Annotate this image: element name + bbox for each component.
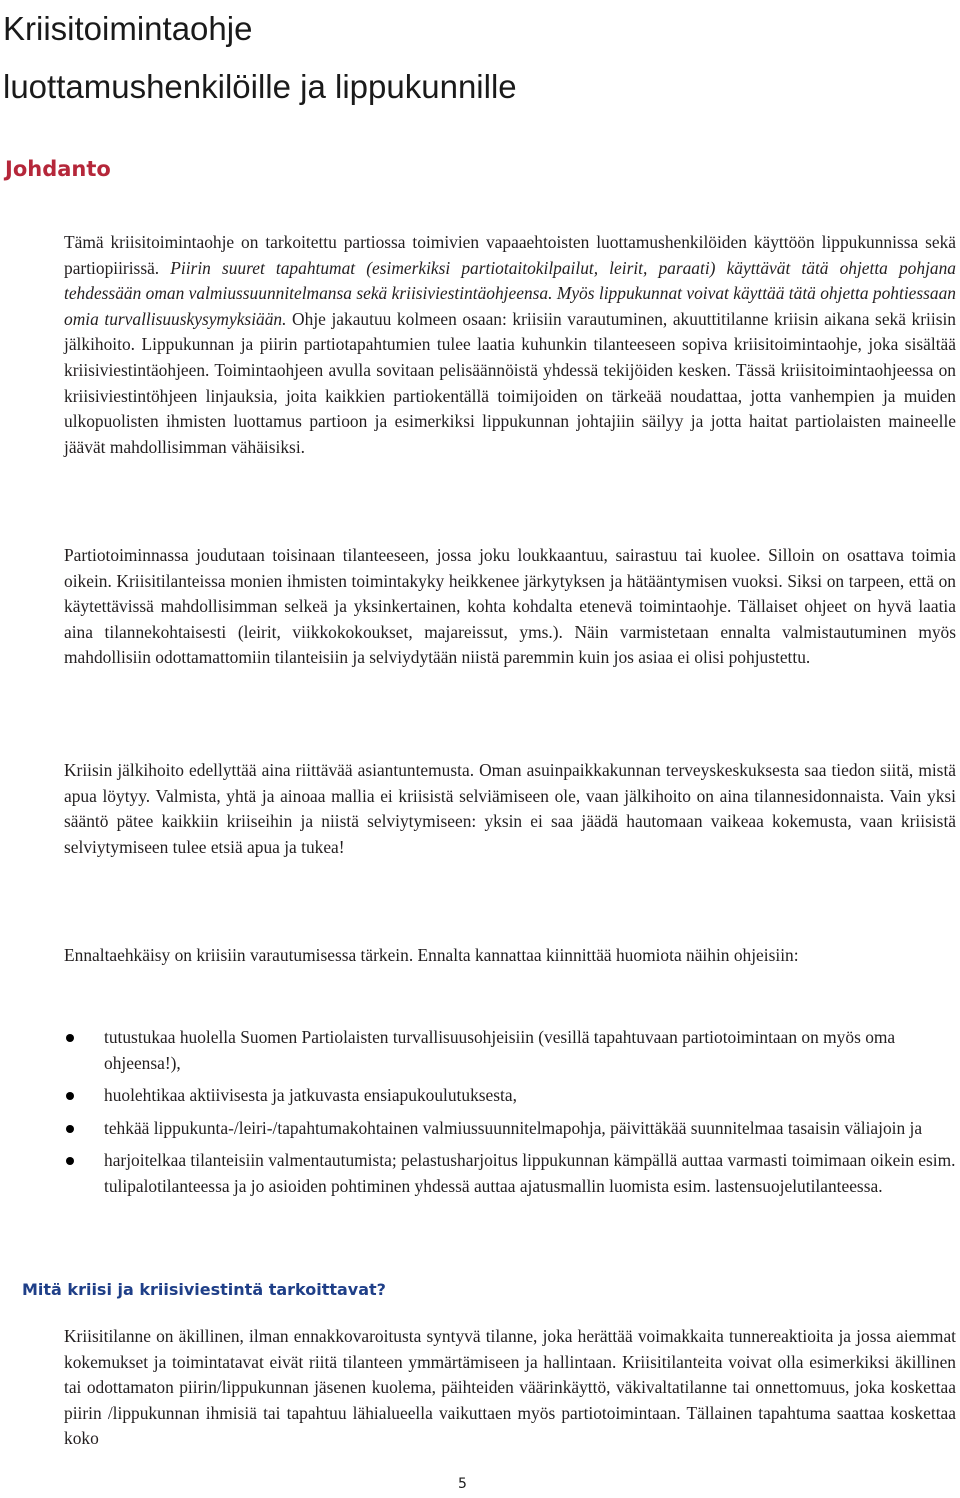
paragraph-5: Kriisitilanne on äkillinen, ilman ennakkovaroitusta syntyvä tilanne, joka herättää voimakkaita tunnereaktioita ja jossa aiemmat kokemukset ja toimintatavat eivät riitä tilanteen ymmärtämiseen ja hallintaan. Kriisitilanteita voivat olla esimerkiksi äkillinen tai odottamaton piirin/lippukunnan jäsenen kuolema, päihteiden väärinkäyttö, väkivaltatilanne tai onnettomuus, joka koskettaa piirin /lippukunnan ihmisiä tai tapahtuu lähialueella vaikuttaen myös partiotoimintaan. Tällainen tapahtuma saattaa koskettaa koko bbox=[64, 1326, 956, 1449]
bullet-icon bbox=[66, 1125, 74, 1133]
page-number: 5 bbox=[458, 1476, 467, 1492]
document-title bbox=[3, 0, 943, 116]
intro-text-italic: Piirin suuret tapahtumat (esimerkiksi partiotaitokilpailut, leirit, paraati) käyttävät tätä ohjetta pohjana tehdessään oman valmiussuunnitelmansa sekä kriisiviestintäohjeensa. Myös lippukunnat voivat käyttää tätä ohjetta pohtiessaan omia turvallisuuskysymyksiään. bbox=[64, 257, 956, 329]
bullet-icon bbox=[66, 1034, 74, 1042]
list-item-text: tutustukaa huolella Suomen Partiolaisten turvallisuusohjeisiin (vesillä tapahtuvaan partiotoimintaan on myös oma ohjeensa!), bbox=[104, 1027, 896, 1073]
intro-text-start: Tämä kriisitoimintaohje on tarkoitettu partiossa toimivien vapaaehtoisten luottamushenkilöiden käyttöön lippukunnissa sekä partiopiirissä. bbox=[64, 232, 956, 278]
title-line-2: luottamushenkilöille ja lippukunnille bbox=[3, 68, 517, 105]
paragraph-2: Partiotoiminnassa joudutaan toisinaan tilanteeseen, jossa joku loukkaantuu, sairastuu tai kuolee. Silloin on osattava toimia oikein. Kriisitilanteissa monien ihmisten toimintakyky heikkenee järkytyksen ja hätääntymisen vuoksi. Siksi on tarpeen, että on käytettävissä mahdollisimman selkeä ja yksinkertainen, kohta kohdalta etenevä toimintaohje. Tällaiset ohjeet on hyvä laatia aina tilannekohtaisesti (leirit, viikkokokoukset, majareissut, yms.). Näin varmistetaan ennalta valmistautuminen myös mahdollisiin odottamattomiin tilanteisiin ja selviydytään niistä paremmin kuin jos asiaa ei olisi pohjustettu. bbox=[64, 545, 956, 668]
list-item-text: harjoitelkaa tilanteisiin valmentautumista; pelastusharjoitus lippukunnan kämpällä auttaa varmasti toimimaan oikein esim. tulipalotilanteessa ja jo asioiden pohtiminen yhdessä auttaa ajatusmallin luomista esim. lastensuojelutilanteessa. bbox=[104, 1150, 956, 1196]
bullet-icon bbox=[66, 1092, 74, 1100]
intro-text-rest: Ohje jakautuu kolmeen osaan: kriisiin varautuminen, akuuttitilanne kriisin aikana sekä kriisin jälkihoito. Lippukunnan ja piirin partiotapahtumien tulee laatia kuhunkin tilanteeseen sopiva kriisitoimintaohje, joka sisältää kriisiviestintäohjeen. Toimintaohjeen avulla sovitaan pelisäännöistä yhdessä tekijöiden kesken. Tässä kriisitoimintaohjeessa on kriisiviestintöhjeen linjauksia, joita kaikkien partiokentällä toimijoiden on tärkeää noudattaa, jotta vanhempien ja muiden ulkopuolisten ihmisten luottamus partioon ja esimerkiksi lippukunnan johtajiin säilyy ja jotta haitat partiolaisten maineelle jäävät mahdollisimman vähäisiksi. bbox=[64, 308, 956, 457]
list-item bbox=[64, 1083, 956, 1109]
section-heading-johdanto: Johdanto bbox=[5, 157, 111, 181]
prevention-list bbox=[64, 1025, 956, 1207]
list-item bbox=[64, 1116, 956, 1142]
list-item bbox=[64, 1148, 956, 1199]
paragraph-3: Kriisin jälkihoito edellyttää aina riittävää asiantuntemusta. Oman asuinpaikkakunnan terveyskeskuksesta saa tiedon siitä, mistä apua löytyy. Valmista, yhtä ja ainoaa mallia ei kriisistä selviämiseen ole, vaan jälkihoito on aina tilannesidonnaista. Vain yksi sääntö pätee kaikkiin kriiseihin ja niistä selviytymiseen: yksin ei saa jäädä hautomaan vaikeaa kokemusta, vaan kriisistä selviytymiseen tulee etsiä apua ja tukea! bbox=[64, 760, 956, 857]
intro-paragraph bbox=[64, 230, 956, 460]
section-heading-kriisi: Mitä kriisi ja kriisiviestintä tarkoittavat? bbox=[22, 1280, 386, 1299]
paragraph-4: Ennaltaehkäisy on kriisiin varautumisessa tärkein. Ennalta kannattaa kiinnittää huomiota näihin ohjeisiin: bbox=[64, 945, 799, 965]
title-line-1: Kriisitoimintaohje bbox=[3, 10, 253, 47]
list-item-text: huolehtikaa aktiivisesta ja jatkuvasta ensiapukoulutuksesta, bbox=[104, 1085, 517, 1106]
list-item bbox=[64, 1025, 956, 1076]
bullet-icon bbox=[66, 1157, 74, 1165]
list-item-text: tehkää lippukunta-/leiri-/tapahtumakohtainen valmiussuunnitelmapohja, päivittäkää suunnitelmaa tasaisin väliajoin ja bbox=[104, 1117, 923, 1138]
